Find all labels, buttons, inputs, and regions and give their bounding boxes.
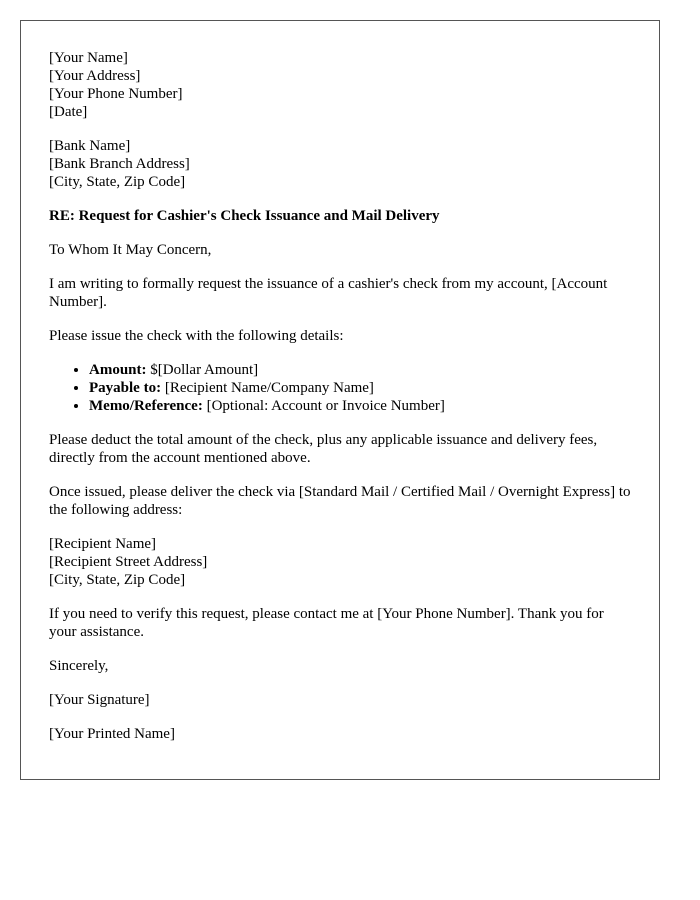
salutation: To Whom It May Concern, (49, 242, 212, 258)
detail-value-payable: [Recipient Name/Company Name] (161, 380, 374, 396)
detail-value-amount: $[Dollar Amount] (146, 362, 259, 378)
recipient-street: [Recipient Street Address] (49, 554, 208, 570)
intro-paragraph: I am writing to formally request the issuance of a cashier's check from my account, [Account Number]. (49, 276, 608, 310)
list-item (89, 361, 631, 379)
sender-name: [Your Name] (49, 50, 128, 66)
check-details-list (49, 361, 631, 415)
bank-branch-address: [Bank Branch Address] (49, 156, 190, 172)
list-item (89, 397, 631, 415)
sender-address: [Your Address] (49, 68, 141, 84)
closing: Sincerely, (49, 658, 109, 674)
recipient-name: [Recipient Name] (49, 536, 157, 552)
bank-name: [Bank Name] (49, 138, 131, 154)
detail-label-payable: Payable to: (89, 380, 162, 396)
letter-page (20, 20, 660, 780)
bank-city-state-zip: [City, State, Zip Code] (49, 174, 186, 190)
sender-phone: [Your Phone Number] (49, 86, 183, 102)
recipient-city-state-zip: [City, State, Zip Code] (49, 572, 186, 588)
detail-label-amount: Amount: (89, 362, 147, 378)
bank-block (49, 137, 631, 191)
recipient-block (49, 535, 631, 589)
printed-name: [Your Printed Name] (49, 726, 175, 742)
delivery-paragraph: Once issued, please deliver the check via [Standard Mail / Certified Mail / Overnight Express] to the following address: (49, 484, 631, 518)
subject-line: RE: Request for Cashier's Check Issuance and Mail Delivery (49, 208, 440, 224)
signature: [Your Signature] (49, 692, 150, 708)
deduct-paragraph: Please deduct the total amount of the check, plus any applicable issuance and delivery fees, directly from the account mentioned above. (49, 432, 598, 466)
detail-label-memo: Memo/Reference: (89, 398, 203, 414)
letter-date: [Date] (49, 104, 88, 120)
detail-value-memo: [Optional: Account or Invoice Number] (202, 398, 445, 414)
list-item (89, 379, 631, 397)
details-intro-paragraph: Please issue the check with the following details: (49, 328, 344, 344)
verify-paragraph: If you need to verify this request, please contact me at [Your Phone Number]. Thank you for your assistance. (49, 606, 604, 640)
sender-block (49, 49, 631, 121)
